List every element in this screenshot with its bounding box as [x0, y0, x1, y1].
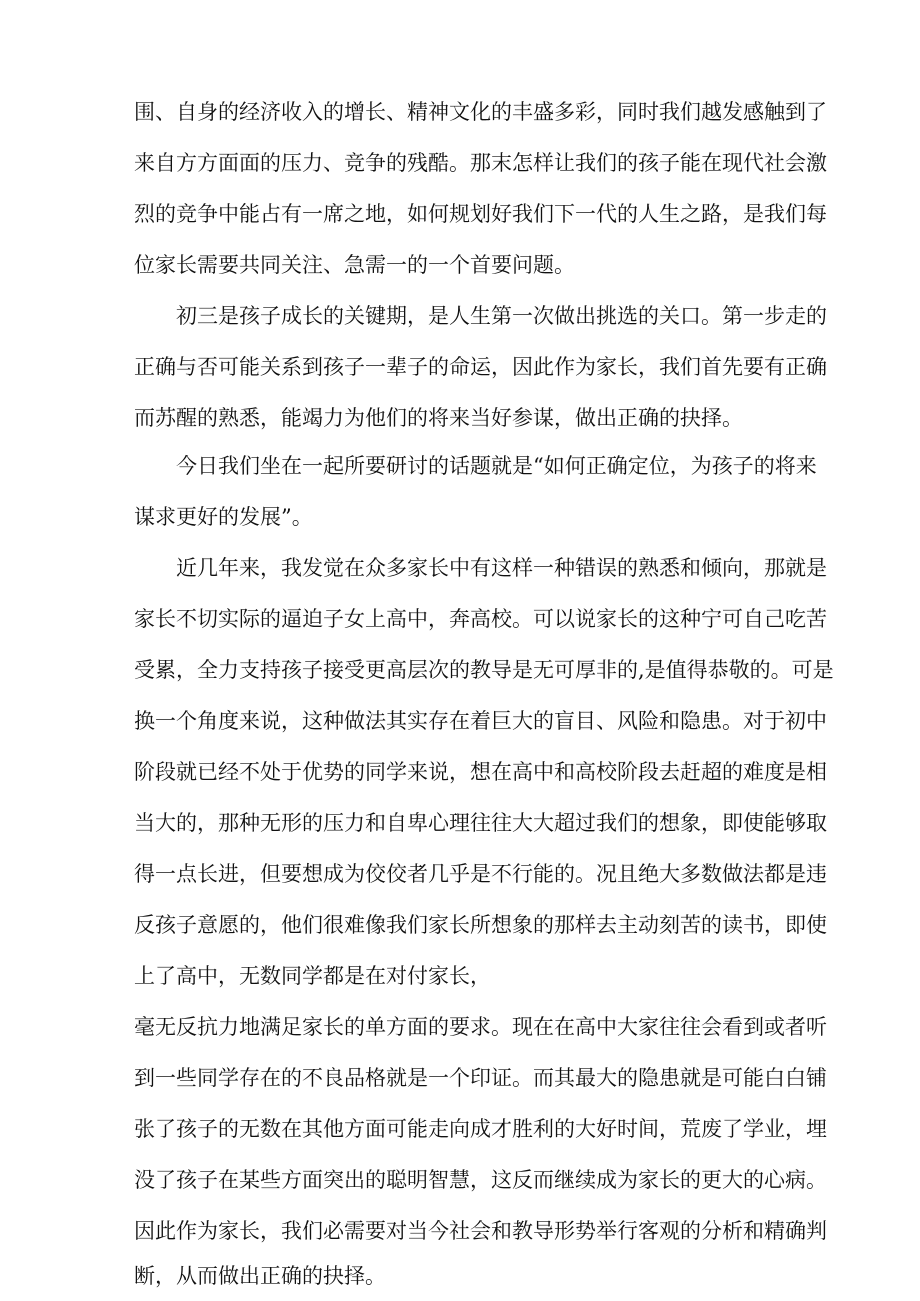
text-line: 初三是孩子成长的关键期，是人生第一次做出挑选的关口。第一步走的	[176, 304, 827, 328]
text-line: 上了高中，无数同学都是在对付家长，	[134, 964, 491, 988]
text-line: 家长不切实际的逼迫子女上高中，奔高校。可以说家长的这种宁可自己吃苦	[134, 607, 827, 631]
text-line: 受累，全力支持孩子接受更高层次的教导是无可厚非的,是值得恭敬的。可是	[134, 658, 834, 682]
text-line: 断，从而做出正确的抉择。	[134, 1264, 386, 1288]
text-line: 没了孩子在某些方面突出的聪明智慧，这反而继续成为家长的更大的心病。	[134, 1168, 827, 1192]
text-line: 位家长需要共同关注、急需一的一个首要问题。	[134, 253, 575, 277]
text-line: 来自方方面面的压力、竞争的残酷。那末怎样让我们的孩子能在现代社会激	[134, 151, 827, 175]
text-line: 到一些同学存在的不良品格就是一个印证。而其最大的隐患就是可能白白铺	[134, 1066, 827, 1090]
text-line: 今日我们坐在一起所要研讨的话题就是“如何正确定位，为孩子的将来	[176, 454, 817, 478]
text-line: 得一点长进，但要想成为佼佼者几乎是不行能的。况且绝大多数做法都是违	[134, 862, 827, 886]
text-line: 围、自身的经济收入的增长、精神文化的丰盛多彩，同时我们越发感触到了	[134, 100, 827, 124]
text-line: 反孩子意愿的，他们很难像我们家长所想象的那样去主动刻苦的读书，即使	[134, 913, 827, 937]
text-line: 烈的竞争中能占有一席之地，如何规划好我们下一代的人生之路，是我们每	[134, 202, 827, 226]
text-line: 阶段就已经不处于优势的同学来说，想在高中和高校阶段去赶超的难度是相	[134, 760, 827, 784]
text-line: 正确与否可能关系到孩子一辈子的命运，因此作为家长，我们首先要有正确	[134, 355, 827, 379]
text-line: 而苏醒的熟悉，能竭力为他们的将来当好参谋，做出正确的抉择。	[134, 406, 743, 430]
text-line: 因此作为家长，我们必需要对当今社会和教导形势举行客观的分析和精确判	[134, 1219, 827, 1243]
text-line: 近几年来，我发觉在众多家长中有这样一种错误的熟悉和倾向，那就是	[176, 556, 827, 580]
text-line: 毫无反抗力地满足家长的单方面的要求。现在在高中大家往往会看到或者听	[134, 1015, 827, 1039]
text-line: 换一个角度来说，这种做法其实存在着巨大的盲目、风险和隐患。对于初中	[134, 709, 827, 733]
text-line: 张了孩子的无数在其他方面可能走向成才胜利的大好时间，荒废了学业，埋	[134, 1117, 827, 1141]
text-line: 谋求更好的发展”。	[134, 505, 313, 529]
text-line: 当大的，那种无形的压力和自卑心理往往大大超过我们的想象，即使能够取	[134, 811, 827, 835]
